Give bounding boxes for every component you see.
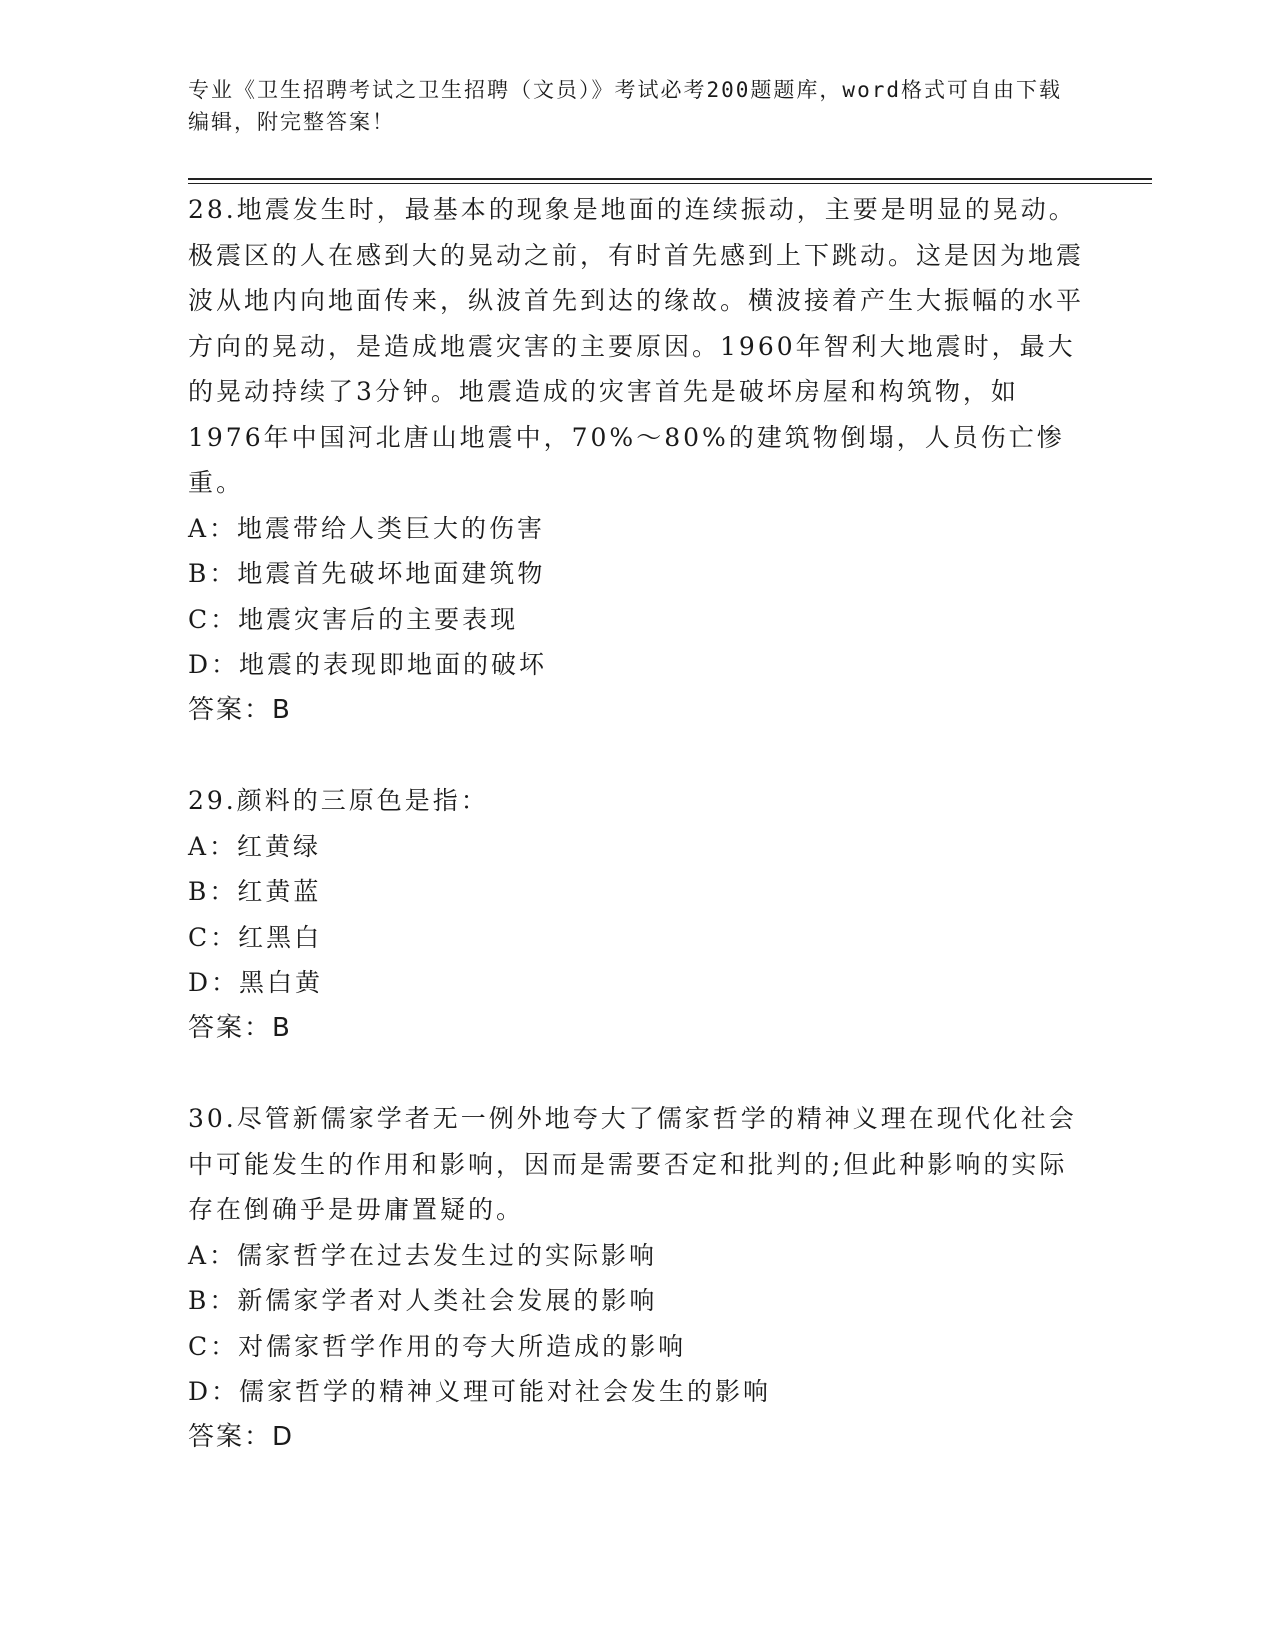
option-b: B：地震首先破坏地面建筑物 xyxy=(188,559,546,588)
question-spacer xyxy=(188,1051,1088,1096)
option-d: D：黑白黄 xyxy=(188,968,324,997)
page-header xyxy=(188,74,1068,138)
header-title: 专业《卫生招聘考试之卫生招聘（文员）》考试必考200题题库，word格式可自由下载编辑，附完整答案！ xyxy=(188,78,1062,134)
header-divider-thick xyxy=(188,178,1152,180)
option-a: A：红黄绿 xyxy=(188,831,322,861)
question-list xyxy=(188,187,1088,1460)
question-stem: 29.颜料的三原色是指： xyxy=(188,786,489,815)
option-a: A：地震带给人类巨大的伤害 xyxy=(188,513,546,543)
header-divider-thin xyxy=(188,183,1152,184)
question-28 xyxy=(188,187,1088,733)
answer-line: 答案：B xyxy=(188,694,292,725)
question-stem: 30.尽管新儒家学者无一例外地夸大了儒家哲学的精神义理在现代化社会中可能发生的作用和影响，因而是需要否定和批判的;但此种影响的实际存在倒确乎是毋庸置疑的。 xyxy=(188,1104,1077,1224)
answer-line: 答案：B xyxy=(188,1012,292,1043)
option-d: D：儒家哲学的精神义理可能对社会发生的影响 xyxy=(188,1377,772,1406)
question-30 xyxy=(188,1096,1088,1460)
question-29 xyxy=(188,778,1088,1051)
option-d: D：地震的表现即地面的破坏 xyxy=(188,650,548,679)
option-a: A：儒家哲学在过去发生过的实际影响 xyxy=(188,1240,658,1270)
option-b: B：红黄蓝 xyxy=(188,877,322,906)
option-c: C：对儒家哲学作用的夸大所造成的影响 xyxy=(188,1331,687,1361)
option-c: C：地震灾害后的主要表现 xyxy=(188,604,519,634)
question-stem: 28.地震发生时，最基本的现象是地面的连续振动，主要是明显的晃动。极震区的人在感到大的晃动之前，有时首先感到上下跳动。这是因为地震波从地内向地面传来，纵波首先到达的缘故。横波接着产生大振幅的水平方向的晃动，是造成地震灾害的主要原因。1960年智利大地震时，最大的晃动持续了3分钟。地震造成的灾害首先是破坏房屋和构筑物，如1976年中国河北唐山地震中，70%～80%的建筑物倒塌，人员伤亡惨重。 xyxy=(188,195,1085,497)
option-b: B：新儒家学者对人类社会发展的影响 xyxy=(188,1286,658,1315)
answer-line: 答案：D xyxy=(188,1421,295,1452)
option-c: C：红黑白 xyxy=(188,922,323,952)
question-spacer xyxy=(188,733,1088,778)
